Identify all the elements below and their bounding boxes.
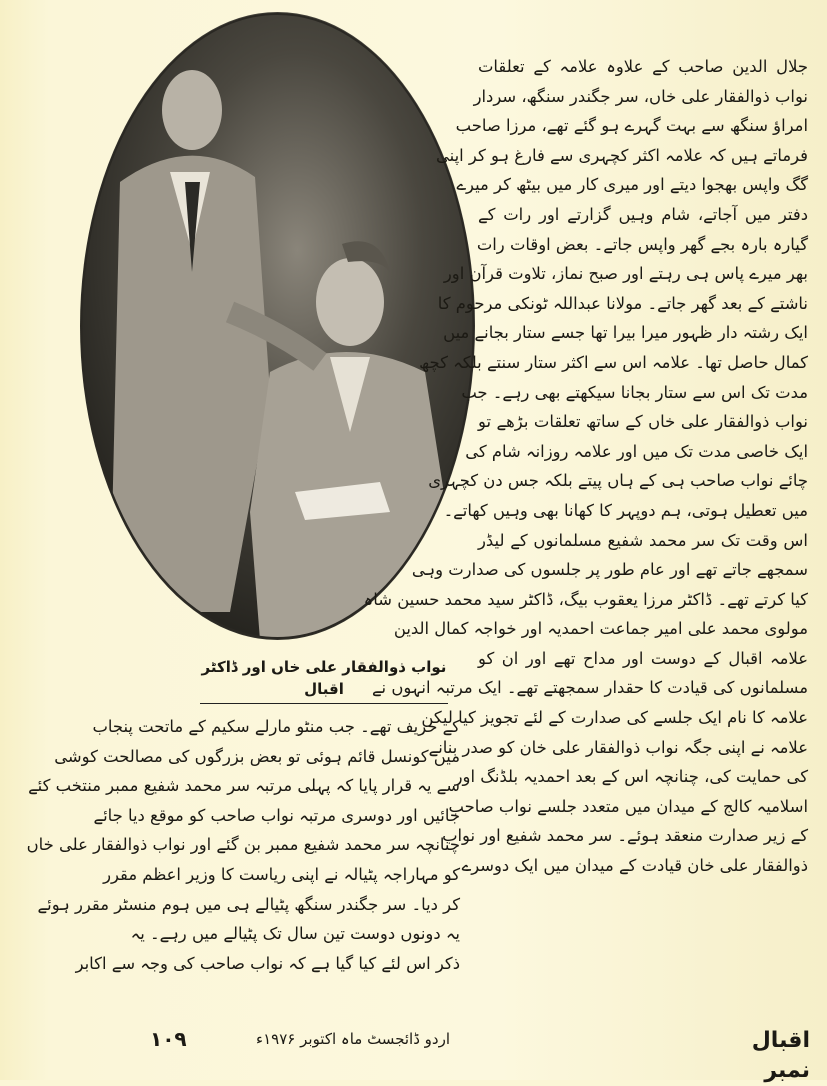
text-line: نواب ذوالفقار علی خاں، سر جگندر سنگھ، سردار [473,86,808,106]
text-line: میں تعطیل ہوتی، ہم دوپہر کا کھانا بھی وہیں کھاتے۔ [443,500,808,520]
text-line: دفتر میں آجاتے، شام وہیں گزارتے اور رات کے [478,204,808,224]
text-line: علامہ اقبال کے دوست اور مداح تھے اور ان کو [478,648,808,668]
text-line: مسلمانوں کی قیادت کا حقدار سمجھتے تھے۔ ایک مرتبہ انہوں نے [371,678,808,698]
text-line: فرماتے ہیں کہ علامہ اکثر کچہری سے فارغ ہو کر اپنی [435,145,808,165]
text-line: اس وقت تک سر محمد شفیع مسلمانوں کے لیڈر [478,530,808,550]
text-line: ذکر اس لئے کیا گیا ہے کہ نواب صاحب کی وجہ سے اکابر [75,953,460,973]
section-title: اقبال نمبر [751,1028,810,1083]
text-line: جلال الدین صاحب کے علاوہ علامہ کے تعلقات [478,57,808,76]
text-line: کو مہاراجہ پٹیالہ نے اپنی ریاست کا وزیر اعظم مقرر [103,864,460,884]
photo-frame [80,12,475,640]
text-line: گگ واپس بھجوا دیتے اور میری کار میں بیٹھ کر میرے [456,175,808,195]
text-line: گیارہ بارہ بجے گھر واپس جاتے۔ بعض اوقات رات [476,234,808,254]
text-line: کے حریف تھے۔ جب منٹو مارلے سکیم کے ماتحت پنجاب [92,717,460,736]
text-line: یہ دونوں دوست تین سال تک پٹیالے میں رہے۔ یہ [130,924,460,944]
text-line: مولوی محمد علی امیر جماعت احمدیہ اور خواجہ کمال الدین [393,619,808,639]
text-line: کی حمایت کی، چنانچہ اس کے بعد احمدیہ بلڈنگ اور [454,767,808,787]
text-line: چنانچہ سر محمد شفیع ممبر بن گئے اور نواب ذوالفقار علی خاں [26,835,460,855]
text-line: بھر میرے پاس ہی رہتے اور صبح نماز، تلاوت قرآن اور [443,264,808,284]
text-line: اسلامیہ کالج کے میدان میں متعدد جلسے نواب صاحب [448,796,808,816]
footer-left [150,1028,450,1050]
text-line: کیا کرتے تھے۔ ڈاکٹر مرزا یعقوب بیگ، ڈاکٹر سید محمد حسین شاہ [363,589,808,609]
right-column [363,52,808,881]
text-line: مدت تک اس سے ستار بجانا سیکھتے بھی رہے۔ جب [461,382,808,402]
photo-caption: نواب ذوالفقار علی خاں اور ڈاکٹر اقبال [200,656,448,704]
text-line: امراؤ سنگھ سے بہت گہرے ہو گئے تھے، مرزا صاحب [455,116,808,136]
text-line: کر دیا۔ سر جگندر سنگھ پٹیالے ہی میں ہوم منسٹر مقرر ہوئے [37,894,460,914]
text-line: چائے نواب صاحب ہی کے ہاں پیتے بلکہ جس دن کچہری [428,471,808,491]
magazine-name: اردو ڈائجسٹ ماہ اکتوبر ۱۹۷۶ء [256,1030,450,1048]
text-line: ذوالفقار علی خان قیادت کے میدان میں ایک دوسرے [461,856,808,876]
text-line: ایک رشتہ دار ظہور میرا بیرا تھا جسے ستار بجانے میں [443,323,808,343]
text-line: علامہ کا نام ایک جلسے کی صدارت کے لئے تجویز کیا لیکن [421,708,808,728]
left-column [26,712,460,978]
text-line: کمال حاصل تھا۔ علامہ اس سے اکثر ستار سنتے بلکہ کچھ [419,352,808,372]
text-line: کے زیر صدارت منعقد ہوئے۔ سر محمد شفیع اور نواب [442,826,808,846]
text-line: سے یہ قرار پایا کہ پہلی مرتبہ سر محمد شفیع ممبر منتخب کئے [28,776,460,796]
text-line: ناشتے کے بعد گھر جاتے۔ مولانا عبداللہ ٹونکی مرحوم کا [437,293,808,313]
text-line: ایک خاصی مدت تک میں اور علامہ روزانہ شام کی [465,441,808,461]
text-line: میں کونسل قائم ہوئی تو بعض بزرگوں کی مصالحت کوشی [54,746,460,766]
text-line: سمجھے جاتے تھے اور عام طور پر جلسوں کی صدارت وہی [411,560,808,580]
text-line: جائیں اور دوسری مرتبہ نواب صاحب کو موقع دیا جائے [93,805,460,825]
portrait-photo-icon [80,12,475,640]
text-line: نواب ذوالفقار علی خاں کے ساتھ تعلقات بڑھے تو [478,412,808,432]
page-number: ۱۰۹ [150,1027,187,1051]
text-line: علامہ نے اپنی جگہ نواب ذوالفقار علی خان کو صدر بنانے [428,737,808,757]
